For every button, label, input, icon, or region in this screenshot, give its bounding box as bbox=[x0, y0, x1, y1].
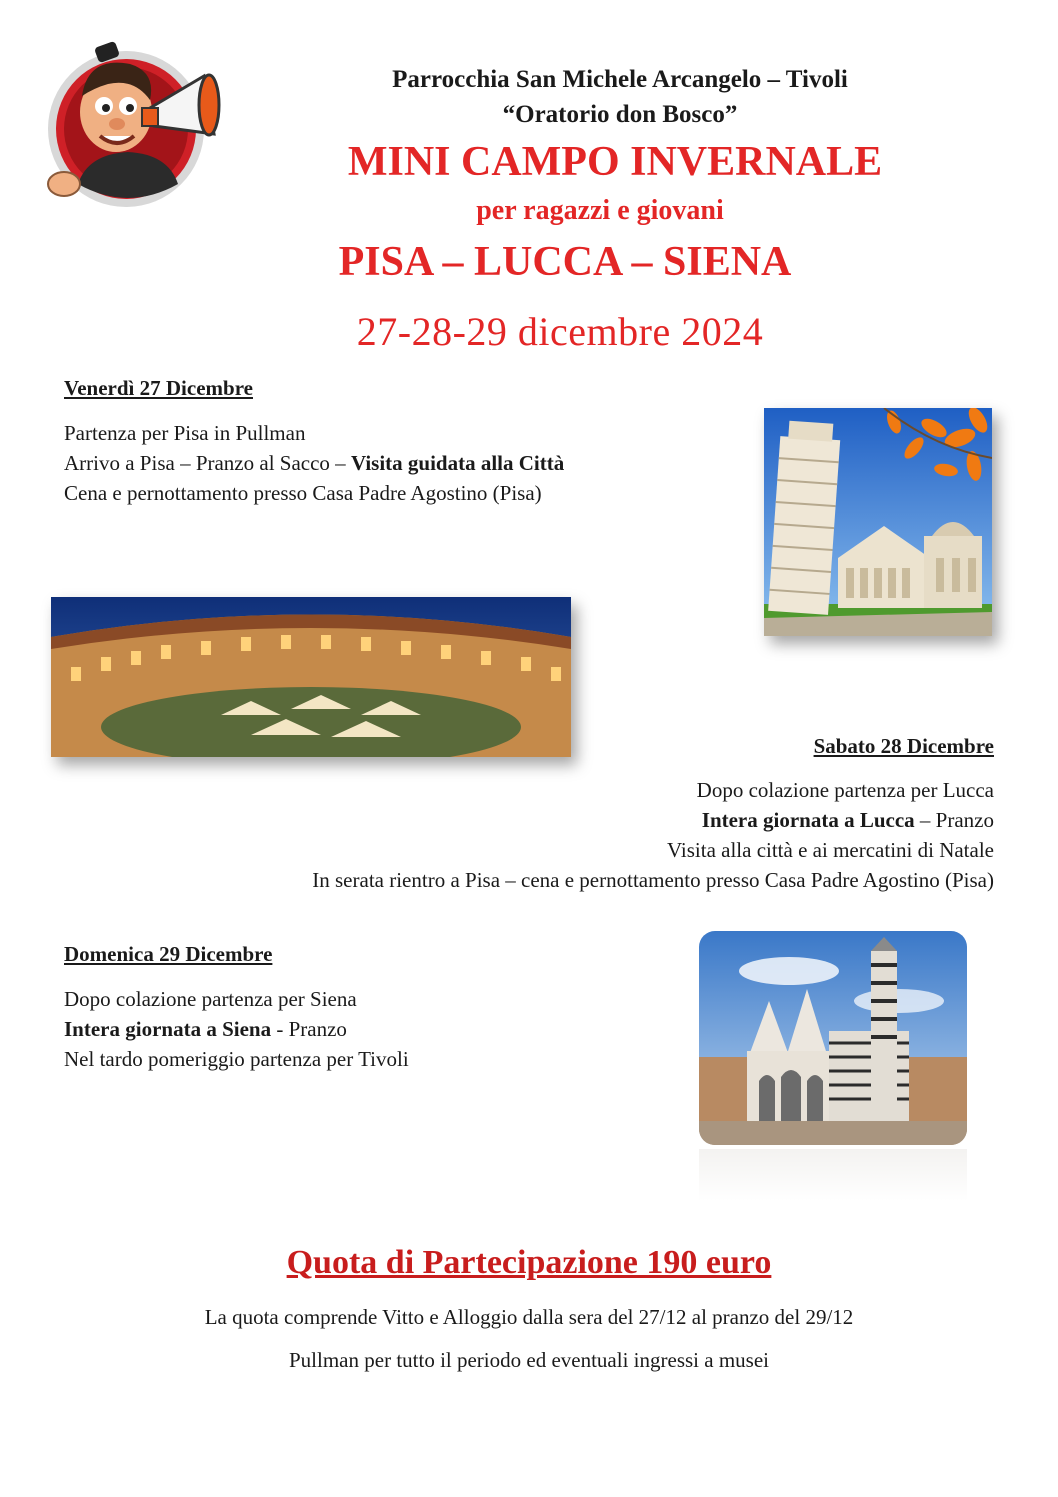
siena-photo bbox=[699, 931, 967, 1201]
day3-line1: Dopo colazione partenza per Siena bbox=[64, 987, 357, 1011]
event-dates: 27-28-29 dicembre 2024 bbox=[356, 309, 764, 354]
day2-line3: Visita alla città e ai mercatini di Natale bbox=[666, 838, 994, 862]
day3-line2-text: - Pranzo bbox=[271, 1017, 347, 1041]
day2-line4: In serata rientro a Pisa – cena e pernottamento presso Casa Padre Agostino (Pisa) bbox=[312, 868, 994, 892]
event-cities: PISA – LUCCA – SIENA bbox=[338, 239, 792, 285]
parish-name: Parrocchia San Michele Arcangelo – Tivoli bbox=[392, 66, 848, 93]
day2-line1: Dopo colazione partenza per Lucca bbox=[696, 778, 994, 802]
event-title: MINI CAMPO INVERNALE bbox=[347, 139, 883, 185]
event-subtitle: per ragazzi e giovani bbox=[476, 195, 724, 226]
day2-heading: Sabato 28 Dicembre bbox=[813, 734, 994, 758]
day1-heading: Venerdì 27 Dicembre bbox=[64, 376, 253, 400]
day1-line3: Cena e pernottamento presso Casa Padre Agostino (Pisa) bbox=[64, 481, 542, 505]
day1-block bbox=[64, 418, 564, 508]
pisa-photo bbox=[764, 408, 992, 636]
price-title: Quota di Partecipazione 190 euro bbox=[286, 1244, 772, 1281]
day3-heading: Domenica 29 Dicembre bbox=[64, 942, 273, 966]
oratorio-logo bbox=[38, 34, 228, 214]
lucca-photo bbox=[51, 597, 571, 757]
day2-block bbox=[312, 775, 994, 895]
day1-line2 bbox=[64, 448, 564, 478]
day3-line2-bold: Intera giornata a Siena bbox=[64, 1017, 272, 1041]
day3-block bbox=[64, 984, 409, 1074]
day2-line2-text: – Pranzo bbox=[914, 808, 994, 832]
day3-line2 bbox=[64, 1014, 409, 1044]
day2-line2 bbox=[312, 805, 994, 835]
day1-line1: Partenza per Pisa in Pullman bbox=[64, 421, 306, 445]
day1-line2-bold: Visita guidata alla Città bbox=[350, 451, 565, 475]
price-note-2: Pullman per tutto il periodo ed eventuali ingressi a musei bbox=[289, 1348, 769, 1372]
oratorio-name: “Oratorio don Bosco” bbox=[502, 101, 738, 128]
day1-line2-text: Arrivo a Pisa – Pranzo al Sacco – bbox=[64, 451, 351, 475]
day2-line2-bold: Intera giornata a Lucca bbox=[701, 808, 915, 832]
price-note-1: La quota comprende Vitto e Alloggio dalla sera del 27/12 al pranzo del 29/12 bbox=[204, 1305, 854, 1329]
day3-line3: Nel tardo pomeriggio partenza per Tivoli bbox=[64, 1047, 409, 1071]
